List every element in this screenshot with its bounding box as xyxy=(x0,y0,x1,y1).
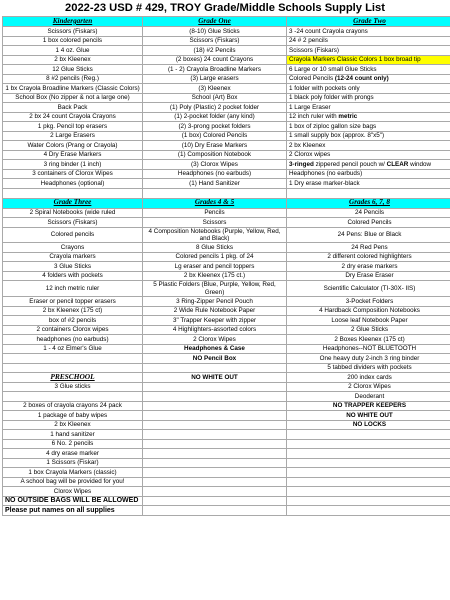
supply-item: 5 tabbed dividers with pockets xyxy=(287,363,450,373)
bottom-note: NO OUTSIDE BAGS WILL BE ALLOWED xyxy=(3,496,143,506)
supply-item xyxy=(287,449,450,459)
supply-item: NO WHITE OUT xyxy=(287,411,450,421)
supply-item: (3) Clorox Wipes xyxy=(143,160,287,170)
supply-item: NO TRAPPER KEEPERS xyxy=(287,401,450,411)
supply-item xyxy=(143,439,287,449)
table-row xyxy=(3,243,450,253)
table-row xyxy=(3,208,450,218)
supply-item xyxy=(143,420,287,430)
supply-item: 1 folder with pockets only xyxy=(287,84,450,94)
table-row xyxy=(3,354,450,364)
supply-item: 4 Composition Notebooks (Purple, Yellow, Red, and Black) xyxy=(143,227,287,243)
table-row xyxy=(3,46,450,56)
section1-header-row xyxy=(3,17,450,27)
supply-item: (2 boxes) 24 count Crayons xyxy=(143,55,287,65)
table-row xyxy=(3,373,450,383)
supply-item xyxy=(143,487,287,497)
empty-cell xyxy=(143,506,287,516)
supply-item: 12 Glue Sticks xyxy=(3,65,143,75)
table-row xyxy=(3,55,450,65)
supply-item: 3 Glue Sticks xyxy=(3,262,143,272)
supply-item: Headphones (no earbuds) xyxy=(143,169,287,179)
table-row xyxy=(3,449,450,459)
supply-item: NO Pencil Box xyxy=(143,354,287,364)
supply-item: 1 box colored pencils xyxy=(3,36,143,46)
supply-item: (8-10) Glue Sticks xyxy=(143,27,287,37)
table-row xyxy=(3,496,450,506)
grade-header: Kindergarten xyxy=(3,17,143,27)
supply-item: Scissors (Fiskars) xyxy=(143,36,287,46)
table-row xyxy=(3,262,450,272)
supply-item: 2 Clorox wipes xyxy=(287,150,450,160)
supply-item: A school bag will be provided for you! xyxy=(3,477,143,487)
supply-item: headphones (no earbuds) xyxy=(3,335,143,345)
supply-item xyxy=(143,458,287,468)
supply-item xyxy=(143,382,287,392)
supply-item: 2 bx Kleenex (175 ct) xyxy=(3,306,143,316)
supply-item xyxy=(287,430,450,440)
supply-item: School Box (No zipper & not a large one) xyxy=(3,93,143,103)
supply-item: One heavy duty 2-inch 3 ring binder xyxy=(287,354,450,364)
supply-item: 8 Glue Sticks xyxy=(143,243,287,253)
supply-item xyxy=(143,401,287,411)
table-row xyxy=(3,112,450,122)
supply-item: Pencils xyxy=(143,208,287,218)
table-row xyxy=(3,122,450,132)
supply-item xyxy=(3,354,143,364)
supply-item: 4 Highlighters-assorted colors xyxy=(143,325,287,335)
supply-item: 4 dry erase marker xyxy=(3,449,143,459)
supply-item: 1 black poly folder with prongs xyxy=(287,93,450,103)
supply-item: 3 Ring-Zipper Pencil Pouch xyxy=(143,297,287,307)
empty-cell xyxy=(143,496,287,506)
supply-item: (1 box) Colored Pencils xyxy=(143,131,287,141)
supply-item: (1 - 2) Crayola Broadline Markers xyxy=(143,65,287,75)
supply-item: box of #2 pencils xyxy=(3,316,143,326)
supply-item xyxy=(143,449,287,459)
supply-item: 1 Large Eraser xyxy=(287,103,450,113)
table-row xyxy=(3,458,450,468)
table-row xyxy=(3,27,450,37)
table-row xyxy=(3,468,450,478)
grade-header: Grade Two xyxy=(287,17,450,27)
supply-item: Loose leaf Notebook Paper xyxy=(287,316,450,326)
bottom-note: Please put names on all supplies xyxy=(3,506,143,516)
supply-item xyxy=(143,477,287,487)
supply-item: Scientific Calculator (TI-30X- IIS) xyxy=(287,281,450,297)
table-row xyxy=(3,103,450,113)
table-row xyxy=(3,506,450,516)
supply-item: (10) Dry Erase Markers xyxy=(143,141,287,151)
supply-item: Headphones & Case xyxy=(143,344,287,354)
supply-item: Colored Pencils xyxy=(287,218,450,228)
supply-item xyxy=(143,411,287,421)
supply-item: 2 bx 24 count Crayola Crayons xyxy=(3,112,143,122)
supply-item: Headphones (no earbuds) xyxy=(287,169,450,179)
supply-item: 3" Trapper Keeper with zipper xyxy=(143,316,287,326)
supply-item: Clorox Wipes xyxy=(3,487,143,497)
supply-item: 1 box Crayola Markers (classic) xyxy=(3,468,143,478)
supply-item: 2 bx Kleenex xyxy=(287,141,450,151)
supply-item: 24 Pencils xyxy=(287,208,450,218)
table-row xyxy=(3,131,450,141)
table-row xyxy=(3,169,450,179)
section2-header-row xyxy=(3,198,450,208)
supply-item xyxy=(287,487,450,497)
supply-item: 2 Boxes Kleenex (175 ct) xyxy=(287,335,450,345)
supply-item: 2 bx Kleenex xyxy=(3,420,143,430)
supply-item: Colored pencils xyxy=(3,227,143,243)
supply-item: (1) Hand Sanitizer xyxy=(143,179,287,189)
supply-item: 3 ring binder (1 inch) xyxy=(3,160,143,170)
supply-item: 2 Glue Sticks xyxy=(287,325,450,335)
supply-item: 1 box of ziploc gallon size bags xyxy=(287,122,450,132)
supply-item: 4 folders with pockets xyxy=(3,271,143,281)
supply-item: Water Colors (Prang or Crayola) xyxy=(3,141,143,151)
supply-item: 12 inch ruler with metric xyxy=(287,112,450,122)
empty-cell xyxy=(143,188,287,198)
supply-item: (2) 3-prong pocket folders xyxy=(143,122,287,132)
table-row xyxy=(3,65,450,75)
supply-item: 24 Pens: Blue or Black xyxy=(287,227,450,243)
supply-item: 2 Clorox Wipes xyxy=(143,335,287,345)
supply-item: 3-Pocket Folders xyxy=(287,297,450,307)
page-title: 2022-23 USD # 429, TROY Grade/Middle Schools Supply List xyxy=(65,2,385,14)
supply-item: 1 hand sanitizer xyxy=(3,430,143,440)
supply-item xyxy=(143,430,287,440)
supply-item: 2 boxes of crayola crayons 24 pack xyxy=(3,401,143,411)
table-row xyxy=(3,430,450,440)
supply-item: 12 inch metric ruler xyxy=(3,281,143,297)
table-row xyxy=(3,179,450,189)
supply-item xyxy=(143,392,287,402)
supply-item: NO WHITE OUT xyxy=(143,373,287,383)
supply-item: (1) Poly (Plastic) 2 pocket folder xyxy=(143,103,287,113)
table-row xyxy=(3,252,450,262)
supply-item: Scissors (Fiskars) xyxy=(287,46,450,56)
empty-cell xyxy=(287,188,450,198)
supply-item: (1) 2-pocket folder (any kind) xyxy=(143,112,287,122)
table-row xyxy=(3,477,450,487)
supply-item: 3-ringed zippered pencil pouch w/ CLEAR window xyxy=(287,160,450,170)
supply-item xyxy=(287,439,450,449)
grade-header: Grade Three xyxy=(3,198,143,208)
supply-item xyxy=(287,458,450,468)
supply-item: 2 Clorox Wipes xyxy=(287,382,450,392)
supply-item: Scissors xyxy=(143,218,287,228)
supply-item: 3 -24 count Crayola crayons xyxy=(287,27,450,37)
spacer-row xyxy=(3,188,450,198)
table-row xyxy=(3,325,450,335)
supply-item: Crayola markers xyxy=(3,252,143,262)
supply-item: 1 package of baby wipes xyxy=(3,411,143,421)
table-row xyxy=(3,344,450,354)
empty-cell xyxy=(287,506,450,516)
table-row xyxy=(3,281,450,297)
table-row xyxy=(3,36,450,46)
supply-item xyxy=(143,468,287,478)
supply-item: Dry Erase Eraser xyxy=(287,271,450,281)
supply-item: Back Pack xyxy=(3,103,143,113)
supply-item: (18) #2 Pencils xyxy=(143,46,287,56)
supply-item: Headphones--NOT BLUETOOTH xyxy=(287,344,450,354)
supply-item: 1 4 oz. Glue xyxy=(3,46,143,56)
supply-item xyxy=(287,468,450,478)
table-row xyxy=(3,363,450,373)
table-row xyxy=(3,84,450,94)
table-row xyxy=(3,316,450,326)
supply-item: 2 different colored highlighters xyxy=(287,252,450,262)
supply-item xyxy=(3,363,143,373)
table-row xyxy=(3,487,450,497)
supply-item: 1 - 4 oz Elmer's Glue xyxy=(3,344,143,354)
table-row xyxy=(3,150,450,160)
supply-item: 8 #2 pencils (Reg.) xyxy=(3,74,143,84)
supply-item: Headphones (optional) xyxy=(3,179,143,189)
supply-item: Scissors (Fiskars) xyxy=(3,27,143,37)
supply-item: 3 Glue sticks xyxy=(3,382,143,392)
table-row xyxy=(3,392,450,402)
grade-header: Grade One xyxy=(143,17,287,27)
table-row xyxy=(3,227,450,243)
supply-item: (3) Large erasers xyxy=(143,74,287,84)
table-row xyxy=(3,382,450,392)
supply-item: Eraser or pencil topper erasers xyxy=(3,297,143,307)
table-row xyxy=(3,93,450,103)
table-row xyxy=(3,74,450,84)
supply-table xyxy=(2,16,450,516)
table-row xyxy=(3,141,450,151)
supply-item: Scissors (Fiskars) xyxy=(3,218,143,228)
supply-item: 6 Large or 10 small Glue Sticks xyxy=(287,65,450,75)
supply-item: NO LOCKS xyxy=(287,420,450,430)
supply-item: 1 small supply box (approx. 8"x5") xyxy=(287,131,450,141)
supply-item: 4 Hardback Composition Notebooks xyxy=(287,306,450,316)
supply-item: 200 index cards xyxy=(287,373,450,383)
supply-item: (3) Kleenex xyxy=(143,84,287,94)
supply-item: (1) Composition Notebook xyxy=(143,150,287,160)
supply-item xyxy=(143,363,287,373)
table-row xyxy=(3,218,450,228)
table-row xyxy=(3,411,450,421)
table-row xyxy=(3,439,450,449)
supply-item: Deoderant xyxy=(287,392,450,402)
supply-item: 1 bx Crayola Broadline Markers (Classic Colors) xyxy=(3,84,143,94)
supply-item xyxy=(3,373,143,383)
supply-item: Crayons xyxy=(3,243,143,253)
supply-item: 2 Wide Rule Notebook Paper xyxy=(143,306,287,316)
supply-item: School (Art) Box xyxy=(143,93,287,103)
supply-item: 4 Dry Erase Markers xyxy=(3,150,143,160)
table-row xyxy=(3,306,450,316)
table-row xyxy=(3,160,450,170)
supply-item xyxy=(3,392,143,402)
supply-item: 1 Dry erase marker-black xyxy=(287,179,450,189)
supply-item: 24 Red Pens xyxy=(287,243,450,253)
supply-item: Lg eraser and pencil toppers xyxy=(143,262,287,272)
table-row xyxy=(3,271,450,281)
supply-item: 5 Plastic Folders (Blue, Purple, Yellow, Red, Green) xyxy=(143,281,287,297)
empty-cell xyxy=(287,496,450,506)
empty-cell xyxy=(3,188,143,198)
table-row xyxy=(3,335,450,345)
supply-item: 6 No. 2 pencils xyxy=(3,439,143,449)
supply-item: Colored Pencils (12-24 count only) xyxy=(287,74,450,84)
supply-item xyxy=(287,477,450,487)
supply-item: 24 # 2 pencils xyxy=(287,36,450,46)
supply-item: Colored pencils 1 pkg. of 24 xyxy=(143,252,287,262)
supply-item: Crayola Markers Classic Colors 1 box broad tip xyxy=(287,55,450,65)
supply-item: 2 Large Erasers xyxy=(3,131,143,141)
supply-item: 1 pkg. Pencil top erasers xyxy=(3,122,143,132)
supply-item: 2 dry erase markers xyxy=(287,262,450,272)
table-row xyxy=(3,420,450,430)
preschool-heading: PRESCHOOL xyxy=(50,372,95,382)
grade-header: Grades 6, 7, 8 xyxy=(287,198,450,208)
supply-item: 2 bx Kleenex xyxy=(3,55,143,65)
table-row xyxy=(3,297,450,307)
supply-item: 2 Spiral Notebooks (wide ruled xyxy=(3,208,143,218)
supply-item: 3 containers of Clorox Wipes xyxy=(3,169,143,179)
supply-item: 2 bx Kleenex (175 ct.) xyxy=(143,271,287,281)
supply-item: 2 containers Clorox wipes xyxy=(3,325,143,335)
table-row xyxy=(3,401,450,411)
supply-item: 1 Scissors (Fiskar) xyxy=(3,458,143,468)
grade-header: Grades 4 & 5 xyxy=(143,198,287,208)
